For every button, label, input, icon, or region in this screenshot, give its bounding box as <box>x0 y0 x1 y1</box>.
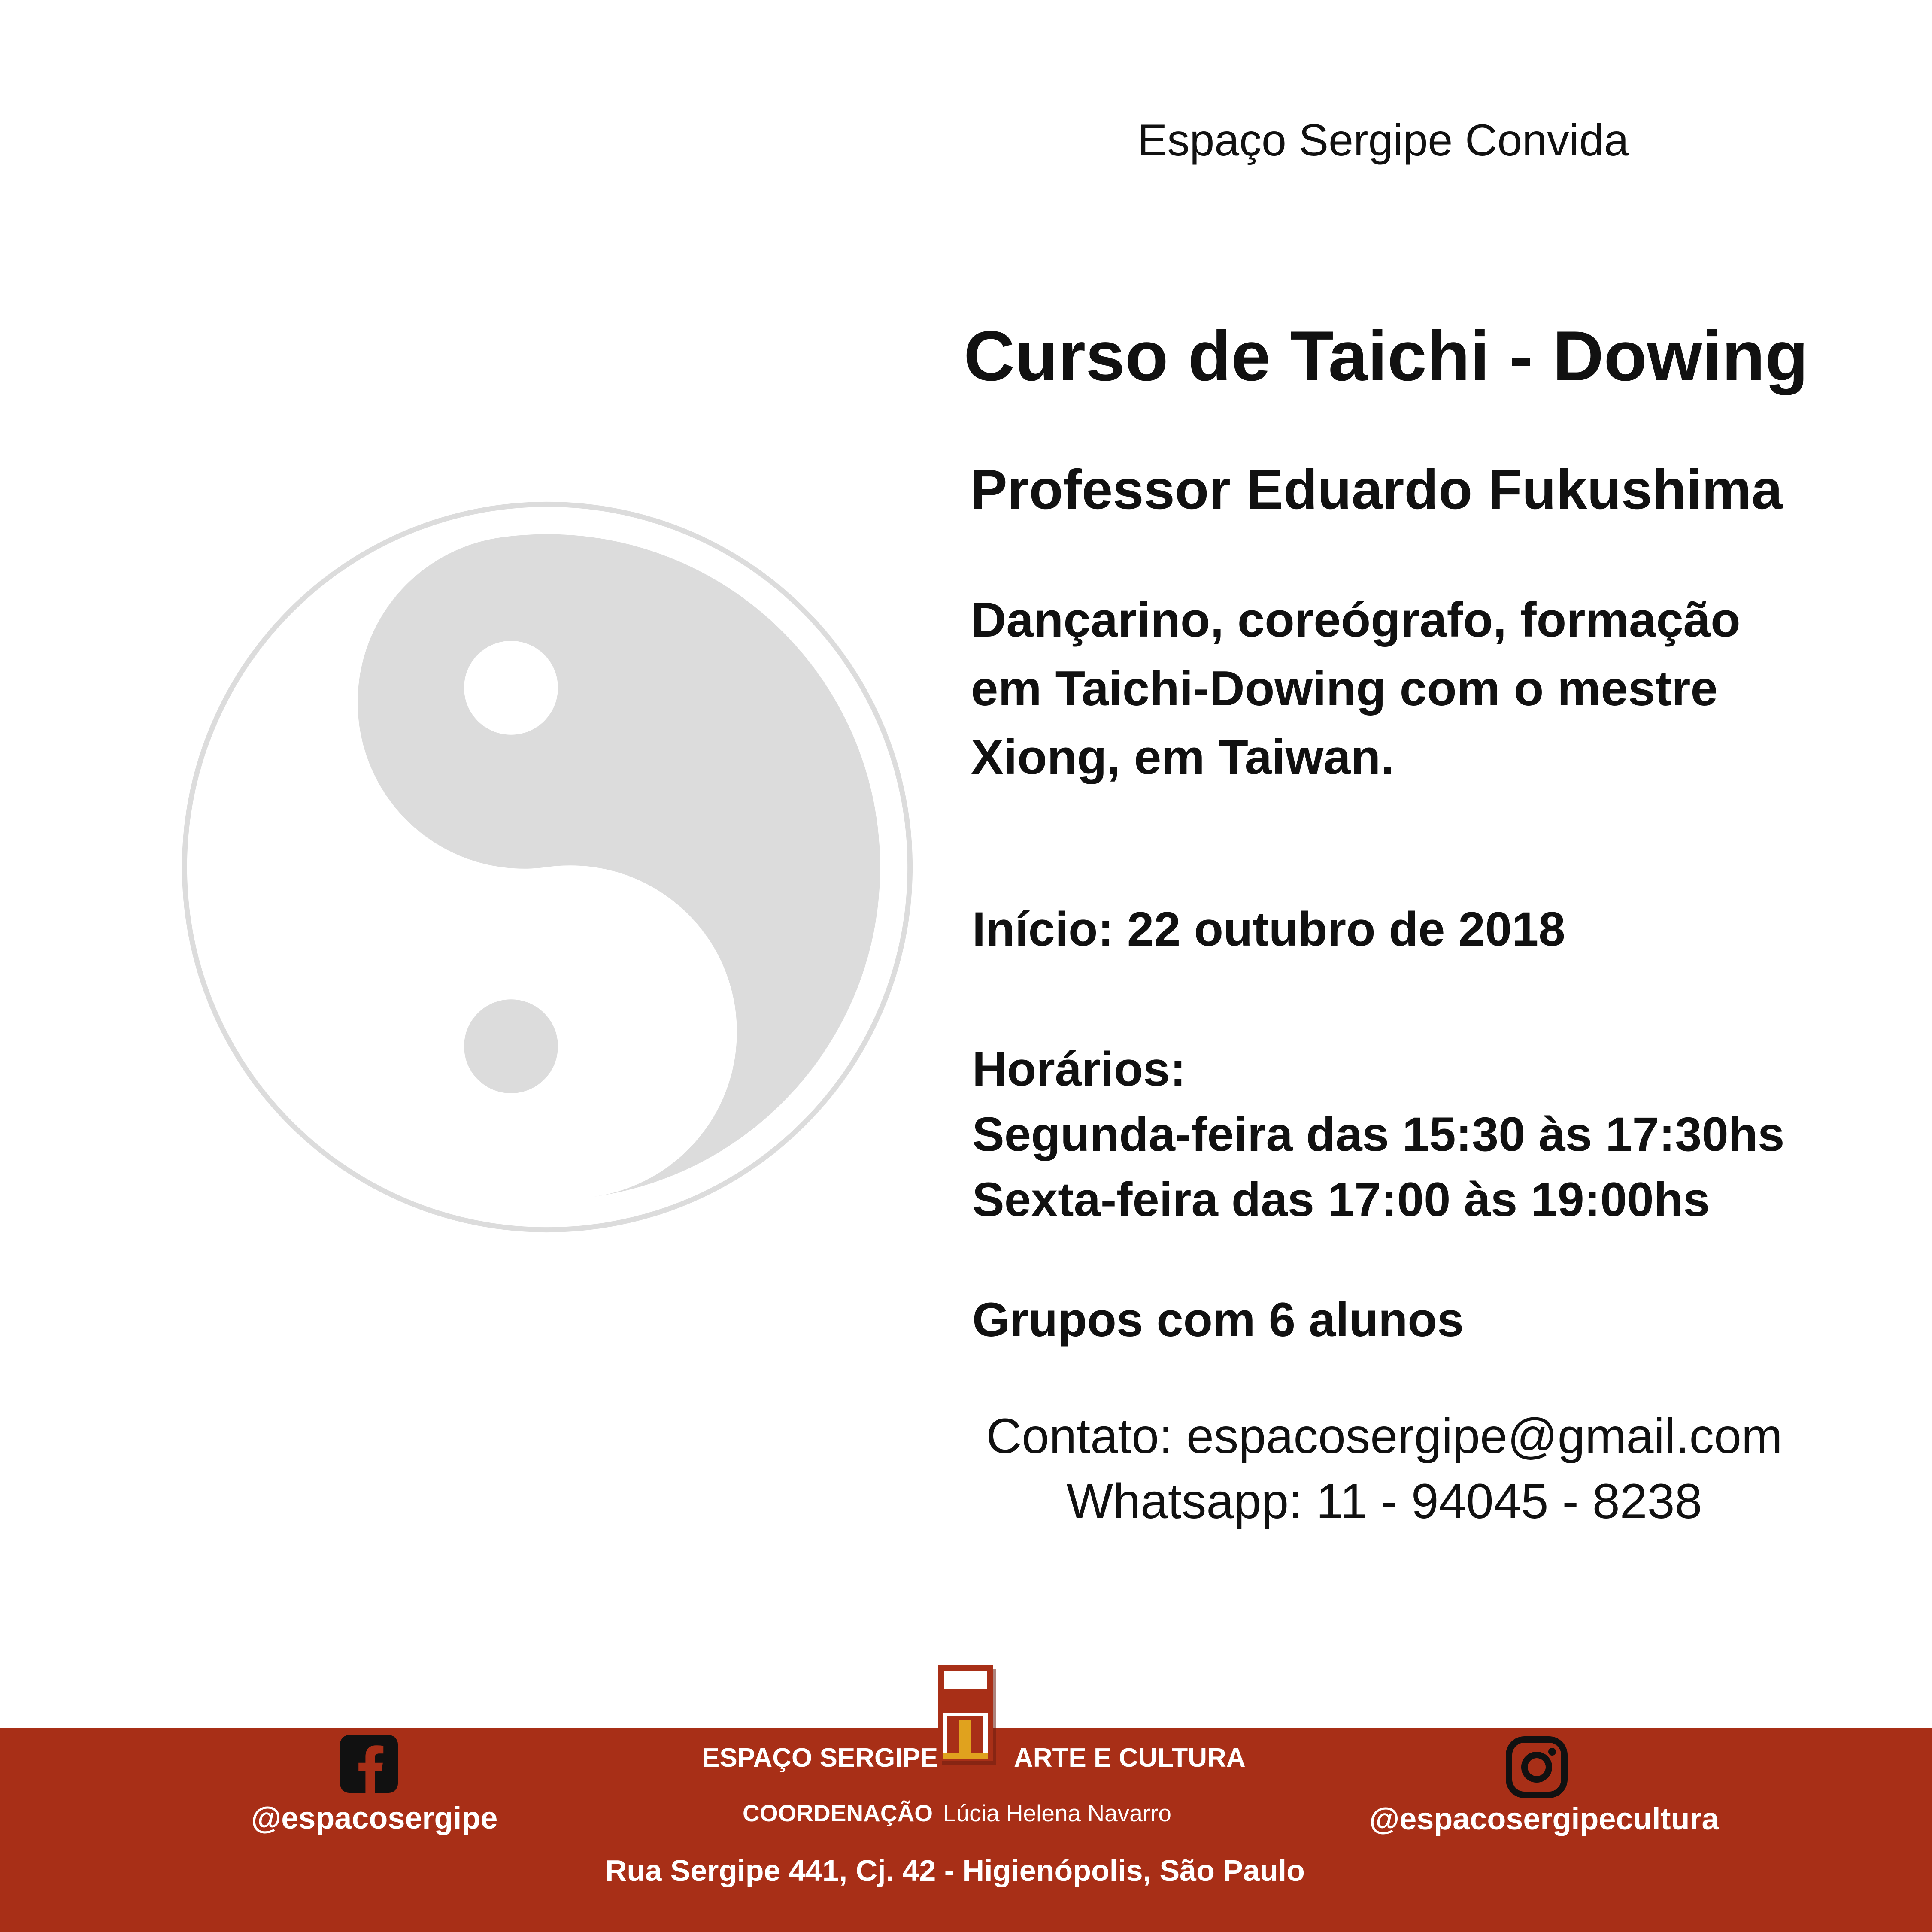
coordination <box>743 1799 1171 1827</box>
instagram-icon[interactable] <box>1504 1735 1569 1799</box>
facebook-icon[interactable] <box>340 1735 398 1793</box>
group-size: Grupos com 6 alunos <box>972 1293 1464 1347</box>
teacher-name: Professor Eduardo Fukushima <box>970 458 1783 521</box>
schedule-heading: Horários: <box>972 1042 1186 1096</box>
contact-email[interactable]: Contato: espacosergipe@gmail.com <box>986 1409 1783 1464</box>
schedule-block <box>972 1037 1784 1232</box>
schedule-line: Segunda-feira das 15:30 às 17:30hs <box>972 1107 1785 1161</box>
coordinator-name: Lúcia Helena Navarro <box>943 1800 1172 1826</box>
coordination-label: COORDENAÇÃO <box>743 1800 933 1826</box>
bio-line: Dançarino, coreógrafo, formação <box>971 593 1741 647</box>
instagram-handle[interactable]: @espacosergipecultura <box>1369 1802 1719 1836</box>
schedule-line: Sexta-feira das 17:00 às 19:00hs <box>972 1173 1710 1226</box>
espaco-sergipe-logo <box>938 1665 998 1766</box>
facebook-handle[interactable]: @espacosergipe <box>251 1801 498 1835</box>
contact-whatsapp[interactable]: Whatsapp: 11 - 94045 - 8238 <box>1066 1474 1702 1529</box>
bio-line: Xiong, em Taiwan. <box>971 730 1395 785</box>
brand-name: ESPAÇO SERGIPE <box>702 1743 938 1773</box>
bio-line: em Taichi-Dowing com o mestre <box>971 661 1718 716</box>
yin-yang-symbol <box>176 496 919 1238</box>
invite-heading: Espaço Sergipe Convida <box>1137 115 1629 165</box>
start-date: Início: 22 outubro de 2018 <box>972 902 1565 956</box>
course-title: Curso de Taichi - Dowing <box>964 316 1808 395</box>
contact-block <box>880 1404 1889 1534</box>
address: Rua Sergipe 441, Cj. 42 - Higienópolis, São Paulo <box>605 1854 1305 1887</box>
brand-tagline: ARTE E CULTURA <box>1014 1743 1246 1773</box>
teacher-bio <box>971 586 1821 792</box>
